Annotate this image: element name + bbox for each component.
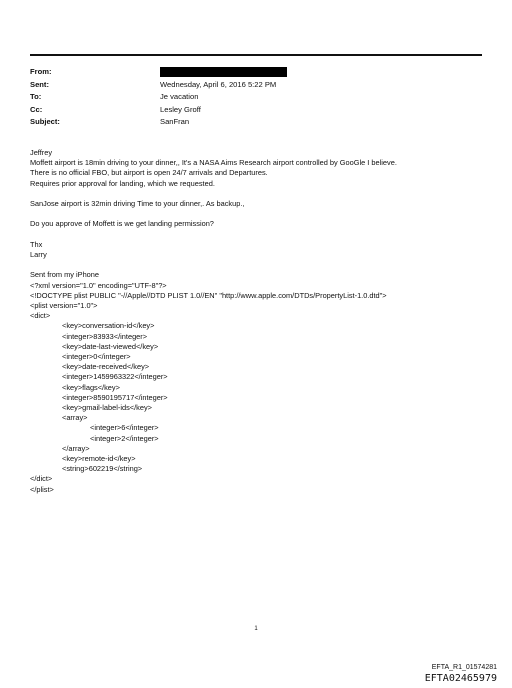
xml-line: <integer>0</integer> <box>62 352 131 361</box>
sent-value: Wednesday, April 6, 2016 5:22 PM <box>160 79 277 89</box>
xml-line: <plist version="1.0"> <box>30 300 98 310</box>
body-line: Do you approve of Moffett is we get landing permission? <box>30 219 214 229</box>
to-value: Je vacation <box>160 92 199 102</box>
body-line: Sent from my iPhone <box>30 270 100 280</box>
xml-line: <integer>6</integer> <box>90 423 159 433</box>
xml-line: <integer>1459963322</integer> <box>62 372 168 382</box>
xml-line: <integer>2</integer> <box>90 433 159 443</box>
xml-line: <key>flags</key> <box>62 382 120 392</box>
xml-line: <key>gmail-label-ids</key> <box>62 403 152 413</box>
page-number: 1 <box>254 626 258 632</box>
subject-value: SanFran <box>160 117 190 127</box>
xml-line: <key>remote-id</key> <box>62 454 136 464</box>
body-line: Larry <box>30 249 47 259</box>
body-line: SanJose airport is 32min driving Time to your dinner,. As backup., <box>30 199 245 208</box>
body-line: Moffett airport is 18min driving to your dinner,, It's a NASA Aims Research airport controlled by GooGle I believe. <box>30 158 397 168</box>
xml-line: <string>602219</string> <box>62 464 143 474</box>
sent-label: Sent: <box>30 79 49 89</box>
xml-line: </array> <box>62 443 90 453</box>
xml-line: <dict> <box>30 311 51 321</box>
body-line: Requires prior approval for landing, which we requested. <box>30 178 215 188</box>
xml-line: <key>date-last-viewed</key> <box>62 341 159 351</box>
redaction-box <box>160 67 287 77</box>
bates-number-primary: EFTA_R1_01574281 <box>431 664 497 671</box>
cc-label: Cc: <box>30 104 43 114</box>
xml-line: <integer>83933</integer> <box>62 331 148 341</box>
xml-line: <array> <box>62 413 88 423</box>
spacer <box>30 230 490 240</box>
body-line: There is no official FBO, but airport is open 24/7 arrivals and Departures. <box>30 168 268 178</box>
xml-line: <key>date-received</key> <box>62 362 150 372</box>
xml-line: </dict> <box>30 474 53 484</box>
bates-number-secondary: EFTA02465979 <box>424 673 497 684</box>
from-value <box>160 66 287 79</box>
spacer <box>30 260 490 270</box>
top-rule <box>30 54 482 56</box>
to-label: To: <box>30 92 42 102</box>
xml-line: <key>conversation-id</key> <box>62 321 155 331</box>
xml-line: <!DOCTYPE plist PUBLIC "-//Apple//DTD PLIST 1.0//EN" "http://www.apple.com/DTDs/PropertyList-1.0.dtd"> <box>30 290 387 300</box>
xml-line: </plist> <box>30 484 54 494</box>
spacer <box>30 189 490 199</box>
spacer <box>30 209 490 219</box>
xml-line: <?xml version="1.0" encoding="UTF-8"?> <box>30 280 167 290</box>
email-body <box>30 148 490 495</box>
from-label: From: <box>30 67 52 76</box>
body-line: Thx <box>30 239 43 249</box>
body-line: Jeffrey <box>30 148 53 157</box>
cc-value: Lesley Groff <box>160 104 201 114</box>
xml-line: <integer>8590195717</integer> <box>62 392 168 402</box>
subject-label: Subject: <box>30 117 60 127</box>
